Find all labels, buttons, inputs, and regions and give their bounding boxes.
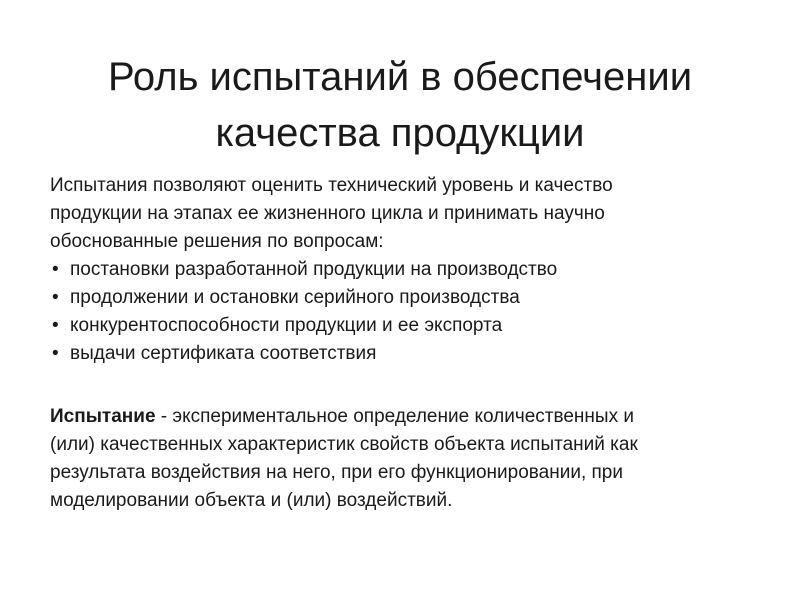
bullet-dot-icon: • xyxy=(52,287,59,308)
bullet-item xyxy=(50,312,770,340)
slide-title-line-2: качества продукции xyxy=(215,110,585,155)
intro-block xyxy=(50,172,770,368)
bullet-text: конкурентоспособности продукции и ее экспорта xyxy=(70,315,503,336)
bullet-text: выдачи сертификата соответствия xyxy=(70,343,377,364)
intro-line-2: продукции на этапах ее жизненного цикла и принимать научно xyxy=(50,203,605,224)
definition-line-4: моделировании объекта и (или) воздействий. xyxy=(50,490,453,511)
bullet-dot-icon: • xyxy=(52,343,59,364)
bullet-item xyxy=(50,256,770,284)
definition-term: Испытание xyxy=(50,406,156,427)
bullet-item xyxy=(50,340,770,368)
bullet-dot-icon: • xyxy=(52,315,59,336)
bullet-text: постановки разработанной продукции на производство xyxy=(70,259,558,280)
bullet-item xyxy=(50,284,770,312)
intro-line-1: Испытания позволяют оценить технический уровень и качество xyxy=(50,175,613,196)
definition-line-1 xyxy=(50,403,770,431)
intro-line-3: обоснованные решения по вопросам: xyxy=(50,231,384,252)
bullet-dot-icon: • xyxy=(52,259,59,280)
slide-title xyxy=(40,49,760,161)
definition-line-2: (или) качественных характеристик свойств объекта испытаний как xyxy=(50,434,638,455)
definition-block xyxy=(50,403,770,515)
bullet-list xyxy=(50,256,770,368)
definition-line-3: результата воздействия на него, при его функционировании, при xyxy=(50,462,623,483)
slide-title-line-1: Роль испытаний в обеспечении xyxy=(107,54,693,99)
definition-text: - экспериментальное определение количественных и xyxy=(155,406,634,427)
bullet-text: продолжении и остановки серийного производства xyxy=(70,287,520,308)
